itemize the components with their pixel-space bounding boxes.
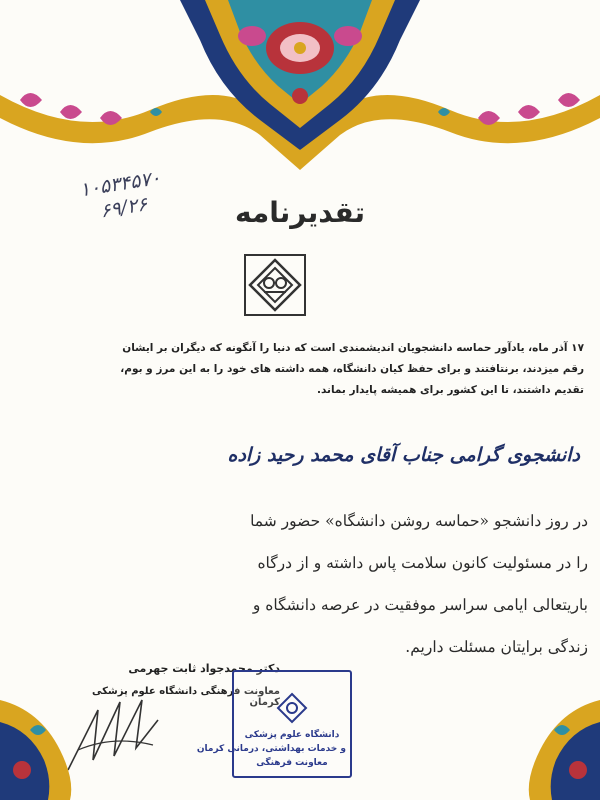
reference-number-value: ۱۰۵۳۴۵۷۰ [78,166,163,202]
signatory-position: معاونت فرهنگی دانشگاه علوم پزشکی کرمان [91,686,280,708]
stamp-emblem-icon [276,692,308,724]
bottom-left-ornament [0,660,140,800]
body-line: باریتعالی ایامی سراسر موفقیت در عرصه دانشگاه و [252,596,588,614]
official-stamp [196,670,352,778]
intro-line: تقدیم داشتند، تا این کشور برای همیشه پایدار بماند. [316,384,584,396]
university-logo-icon [240,250,310,320]
stamp-text-line: دانشگاه علوم پزشکی [244,730,340,740]
reference-code: ۶۹/۲۶ [98,193,149,223]
body-line: زندگی برایتان مسئلت داریم. [405,638,588,656]
bottom-right-ornament [460,660,600,800]
intro-line: رقم میزدند، برنتافتند و برای حفظ کیان دانشگاه، همه داشته های خود را به این مرز و بوم، [120,363,584,375]
top-ornament [0,0,600,200]
signatory-name: دکتر محمدجواد ثابت جهرمی [128,662,280,675]
stamp-text-line: و خدمات بهداشتی، درمانی کرمان [196,744,346,754]
stamp-text-line: معاونت فرهنگی [256,758,328,768]
body-line: را در مسئولیت کانون سلامت پاس داشته و از درگاه [257,554,588,572]
intro-paragraph [28,338,584,401]
body-paragraph [28,500,588,668]
certificate-title: تقدیرنامه [234,196,366,229]
intro-line: ۱۷ آذر ماه، یادآور حماسه دانشجویان اندیشمندی است که دنیا را آنگونه که دیگران بر ایشان [122,342,584,354]
recipient-name: دانشجوی گرامی جناب آقای محمد رحید زاده [227,444,580,466]
body-line: در روز دانشجو «حماسه روشن دانشگاه» حضور شما [250,512,588,530]
